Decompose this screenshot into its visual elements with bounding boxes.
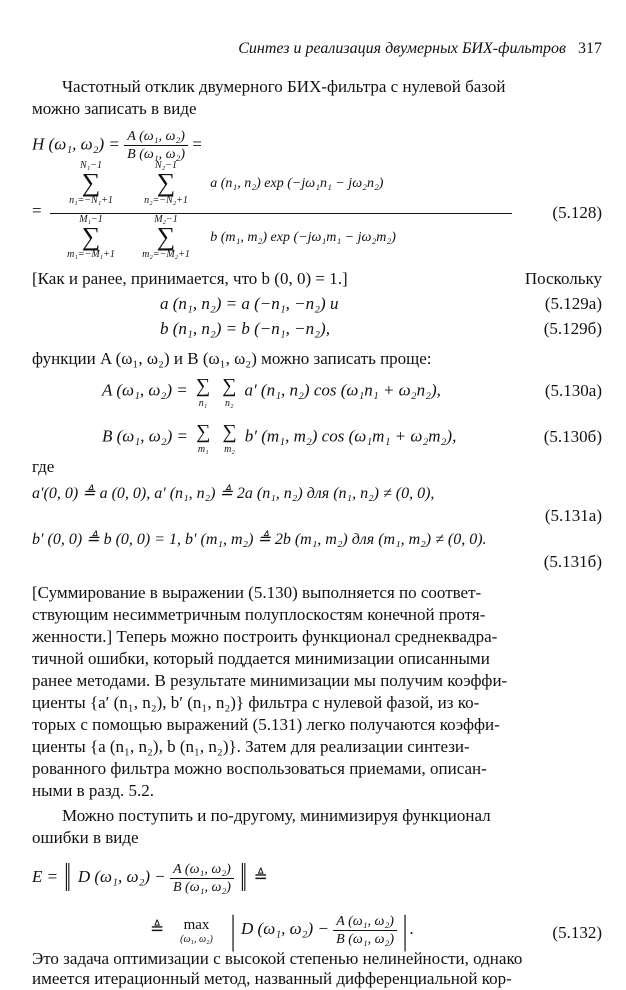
eq-number-5-128: (5.128) (552, 203, 602, 222)
para1-line-4: тичной ошибки, который поддается минимизации описанными (32, 649, 490, 668)
para1-line-2: ствующим несимметричным полуплоскостям конечной протя- (32, 605, 486, 624)
para1-line-3: женности.] Теперь можно построить функционал среднеквадра- (32, 627, 498, 646)
where-label: где (32, 457, 55, 476)
running-title: Синтез и реализация двумерных БИХ-фильтров (238, 40, 566, 57)
eq-number-5-130a: (5.130а) (544, 381, 602, 400)
sum-m1: M₁−1 ∑ m₁=−M₁+1 (67, 214, 115, 260)
running-header (238, 38, 602, 60)
eq-5-128-equals: = (32, 201, 42, 220)
sum-n2: N₂−1 ∑ n₂=−N₂+1 (144, 160, 188, 206)
functions-line: функции A (ω₁, ω₂) и B (ω₁, ω₂) можно записать проще: (32, 349, 432, 368)
eq-5-128-lhs: H (ω₁, ω₂) = $\frac{\text{A (ω₁, ω₂)}}{\text{B (ω₁, ω₂)}}$ = (32, 129, 202, 162)
eq-number-5-129a: (5.129а) (544, 294, 602, 313)
eq-5-128-numerator: N₁−1 ∑ n₁=−N₁+1 N₂−1 ∑ n₂=−N₂+1 a (n₁, n₂) exp (−jω₁n₁ − jω₂n₂) (56, 160, 383, 206)
eq-number-5-129b: (5.129б) (543, 319, 602, 338)
eq-5-130b: B (ω₁, ω₂) = ∑ m₁ ∑ m₂ b′ (m₁, m₂) cos (ω₁m₁ + ω₂m₂), (102, 421, 457, 455)
para3-line-2: имеется итерационный метод, названный дифференциальной кор- (32, 969, 512, 988)
eq-5-131b: b′ (0, 0) ≜ b (0, 0) = 1, b′ (m₁, m₂) ≜ 2b (m₁, m₂) для (m₁, m₂) ≠ (0, 0). (32, 531, 487, 548)
eq-number-5-131a: (5.131а) (544, 506, 602, 525)
eq-5-128-denominator: M₁−1 ∑ m₁=−M₁+1 M₂−1 ∑ m₂=−M₂+1 b (m₁, m₂) exp (−jω₁m₁ − jω₂m₂) (56, 214, 396, 260)
para2-line-1: Можно поступить и по-другому, минимизируя функционал (62, 806, 491, 825)
para1-line-6: циенты {a′ (n₁, n₂), b′ (n₁, n₂)} фильтра с нулевой фазой, из ко- (32, 693, 480, 712)
intro-line-2: можно записать в виде (32, 99, 197, 118)
eq-number-5-130b: (5.130б) (543, 427, 602, 446)
para1-line-1: [Суммирование в выражении (5.130) выполняется по соответ- (32, 583, 482, 602)
eq-5-128-fraction: $\frac{\text{A (ω₁, ω₂)}}{\text{B (ω₁, ω₂)}}$ (124, 128, 188, 163)
eq-5-129a: a (n₁, n₂) = a (−n₁, −n₂) и (160, 294, 339, 313)
para1-line-5: ранее методами. В результате минимизации мы получим коэффи- (32, 671, 508, 690)
eq-5-129b: b (n₁, n₂) = b (−n₁, −n₂), (160, 319, 330, 338)
eq-number-5-131b: (5.131б) (543, 552, 602, 571)
eq-5-132-line-1: E = ‖ D (ω₁, ω₂) − $\frac{\text{A (ω₁, ω₂)}}{\text{B (ω₁, ω₂)}}$ ‖ ≜ (32, 855, 268, 900)
sum-n1: N₁−1 ∑ n₁=−N₁+1 (69, 160, 113, 206)
intro-line-1: Частотный отклик двумерного БИХ-фильтра с нулевой базой (62, 77, 506, 96)
para1-line-8: циенты {a (n₁, n₂), b (n₁, n₂)}. Затем для реализации синтези- (32, 737, 470, 756)
para1-line-9: рованного фильтра можно воспользоваться приемами, описан- (32, 759, 487, 778)
sum-m2: M₂−1 ∑ m₂=−M₂+1 (142, 214, 190, 260)
eq-5-131a: a′(0, 0) ≜ a (0, 0), a′ (n₁, n₂) ≜ 2a (n₁, n₂) для (n₁, n₂) ≠ (0, 0), (32, 485, 435, 502)
para2-line-2: ошибки в виде (32, 828, 139, 847)
para1-line-10: ными в разд. 5.2. (32, 781, 155, 800)
eq-number-5-132: (5.132) (552, 923, 602, 942)
para1-line-7: торых с помощью выражений (5.131) легко получаются коэффи- (32, 715, 500, 734)
page-number: 317 (578, 40, 602, 57)
remark-line: [Как и ранее, принимается, что b (0, 0) = 1.] Поскольку (32, 269, 602, 288)
para3-line-1: Это задача оптимизации с высокой степенью нелинейности, однако (32, 949, 523, 968)
eq-5-130a: A (ω₁, ω₂) = ∑ n₁ ∑ n₂ a′ (n₁, n₂) cos (ω₁n₁ + ω₂n₂), (102, 375, 441, 409)
eq-5-132-line-2: ≜ max (ω₁, ω₂) | D (ω₁, ω₂) − $\frac{\text{A (ω₁, ω₂)}}{\text{B (ω₁, ω₂)}}$ |. (150, 907, 414, 952)
